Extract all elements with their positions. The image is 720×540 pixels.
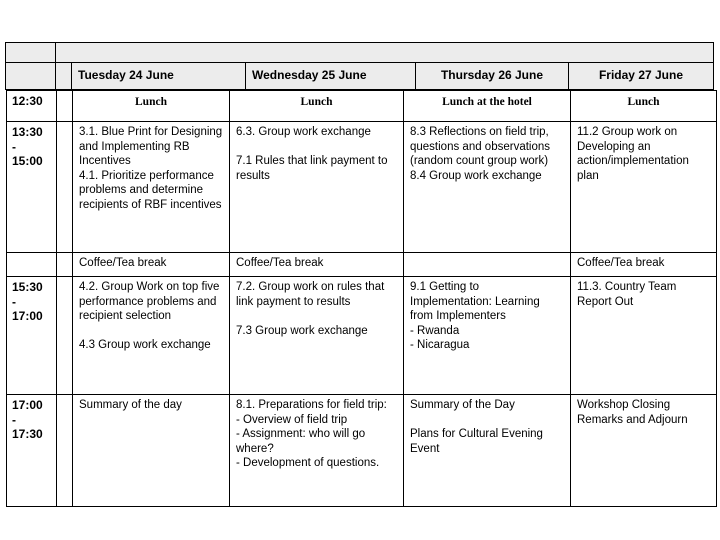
session-cell — [403, 90, 571, 122]
session-cell — [72, 90, 230, 122]
session-cell — [570, 90, 717, 122]
cell-text: Lunch — [135, 96, 167, 108]
cell-text: 9.1 Getting to Implementation: Learning from Implementers - Rwanda - Nicaragua — [410, 281, 540, 351]
narrow-cell — [56, 121, 73, 253]
cell-text: 3.1. Blue Print for Designing and Implementing RB Incentives 4.1. Prioritize performance problems and determine recipients of RBF incentives — [79, 126, 223, 211]
session-cell — [403, 252, 571, 277]
cell-text: 12:30 — [12, 94, 43, 108]
cell-text: Coffee/Tea break — [236, 257, 324, 269]
cell-text: 15:30 - 17:00 — [12, 280, 43, 323]
session-cell — [570, 121, 717, 253]
cell-text: 11.3. Country Team Report Out — [577, 281, 677, 308]
time-cell — [6, 394, 57, 507]
session-cell — [403, 121, 571, 253]
cell-text: 8.1. Preparations for field trip: - Overview of field trip - Assignment: who will go where? - Development of questions. — [236, 399, 387, 469]
narrow-cell — [56, 90, 73, 122]
cell-text: 4.2. Group Work on top five performance problems and recipient selection 4.3 Group work exchange — [79, 281, 220, 351]
narrow-cell — [56, 276, 73, 395]
narrow-cell — [56, 252, 73, 277]
cell-text: 11.2 Group work on Developing an action/implementation plan — [577, 126, 689, 182]
session-cell — [229, 90, 404, 122]
session-cell — [403, 276, 571, 395]
header-title-cell — [55, 42, 714, 63]
session-cell — [229, 252, 404, 277]
time-header-cell — [5, 62, 56, 90]
cell-text: 8.3 Reflections on field trip, questions and observations (random count group work) 8.4 Group work exchange — [410, 126, 551, 182]
cell-text: Lunch at the hotel — [442, 96, 532, 108]
session-cell — [72, 394, 230, 507]
session-cell — [72, 252, 230, 277]
cell-text: Summary of the day — [79, 399, 182, 411]
day-header-tuesday: Tuesday 24 June — [71, 62, 246, 90]
time-cell — [6, 121, 57, 253]
time-cell — [6, 276, 57, 395]
time-cell — [6, 252, 57, 277]
day-header-wednesday: Wednesday 25 June — [245, 62, 416, 90]
cell-text: Workshop Closing Remarks and Adjourn — [577, 399, 688, 426]
cell-text: Lunch — [300, 96, 333, 108]
cell-text: Summary of the Day Plans for Cultural Evening Event — [410, 399, 543, 455]
day-header-friday: Friday 27 June — [568, 62, 714, 90]
time-cell — [6, 90, 57, 122]
session-cell — [229, 276, 404, 395]
cell-text: 6.3. Group work exchange 7.1 Rules that link payment to results — [236, 126, 388, 182]
session-cell — [229, 394, 404, 507]
narrow-header-cell — [55, 62, 72, 90]
cell-text: Coffee/Tea break — [79, 257, 167, 269]
day-header-thursday: Thursday 26 June — [415, 62, 569, 90]
session-cell — [72, 121, 230, 253]
session-cell — [570, 276, 717, 395]
header-corner-cell — [5, 42, 56, 63]
session-cell — [570, 252, 717, 277]
session-cell — [72, 276, 230, 395]
cell-text: 7.2. Group work on rules that link payment to results 7.3 Group work exchange — [236, 281, 385, 337]
narrow-cell — [56, 394, 73, 507]
cell-text: 17:00 - 17:30 — [12, 398, 43, 441]
cell-text: Coffee/Tea break — [577, 257, 665, 269]
cell-text: Lunch — [627, 96, 660, 108]
cell-text: 13:30 - 15:00 — [12, 125, 43, 168]
session-cell — [229, 121, 404, 253]
session-cell — [403, 394, 571, 507]
session-cell — [570, 394, 717, 507]
